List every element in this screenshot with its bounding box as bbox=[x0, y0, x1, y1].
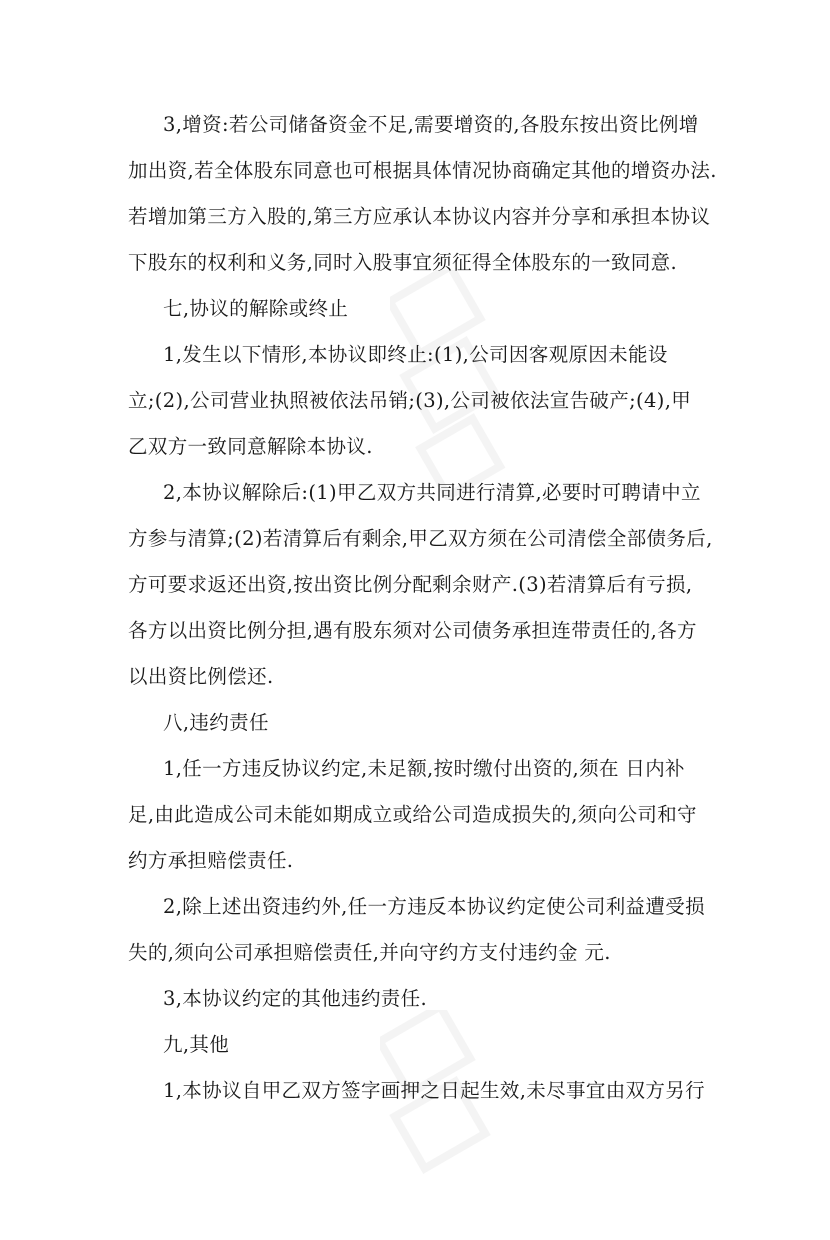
paragraph-line: 1,本协议自甲乙双方签字画押之日起生效,未尽事宜由双方另行 bbox=[163, 1079, 705, 1102]
paragraph-line: 3,增资:若公司储备资金不足,需要增资的,各股东按出资比例增 bbox=[163, 113, 699, 136]
paragraph-line: 若增加第三方入股的,第三方应承认本协议内容并分享和承担本协议 bbox=[128, 205, 711, 228]
paragraph-line: 下股东的权利和义务,同时入股事宜须征得全体股东的一致同意. bbox=[128, 251, 678, 274]
paragraph-line: 各方以出资比例分担,遇有股东须对公司债务承担连带责任的,各方 bbox=[128, 619, 697, 642]
paragraph-line: 方可要求返还出资,按出资比例分配剩余财产.(3)若清算后有亏损, bbox=[128, 573, 693, 596]
paragraph-line: 3,本协议约定的其他违约责任. bbox=[163, 987, 428, 1010]
paragraph-line: 约方承担赔偿责任. bbox=[128, 849, 294, 872]
section-heading: 八,违约责任 bbox=[163, 711, 269, 734]
document-body bbox=[128, 102, 717, 1114]
paragraph-line: 足,由此造成公司未能如期成立或给公司造成损失的,须向公司和守 bbox=[128, 803, 697, 826]
paragraph-line: 1,发生以下情形,本协议即终止:(1),公司因客观原因未能设 bbox=[163, 343, 668, 366]
paragraph-line: 以出资比例偿还. bbox=[128, 665, 274, 688]
section-heading: 九,其他 bbox=[163, 1033, 230, 1056]
section-heading: 七,协议的解除或终止 bbox=[163, 297, 349, 320]
paragraph-line: 1,任一方违反协议约定,未足额,按时缴付出资的,须在 日内补 bbox=[163, 757, 685, 780]
paragraph-line: 立;(2),公司营业执照被依法吊销;(3),公司被依法宣告破产;(4),甲 bbox=[128, 389, 692, 412]
paragraph-line: 2,本协议解除后:(1)甲乙双方共同进行清算,必要时可聘请中立 bbox=[163, 481, 701, 504]
paragraph-line: 加出资,若全体股东同意也可根据具体情况协商确定其他的增资办法. bbox=[128, 159, 717, 182]
paragraph-line: 2,除上述出资违约外,任一方违反本协议约定使公司利益遭受损 bbox=[163, 895, 705, 918]
paragraph-line: 失的,须向公司承担赔偿责任,并向守约方支付违约金 元. bbox=[128, 941, 611, 964]
paragraph-line: 方参与清算;(2)若清算后有剩余,甲乙双方须在公司清偿全部债务后, bbox=[128, 527, 713, 550]
paragraph-line: 乙双方一致同意解除本协议. bbox=[128, 435, 373, 458]
